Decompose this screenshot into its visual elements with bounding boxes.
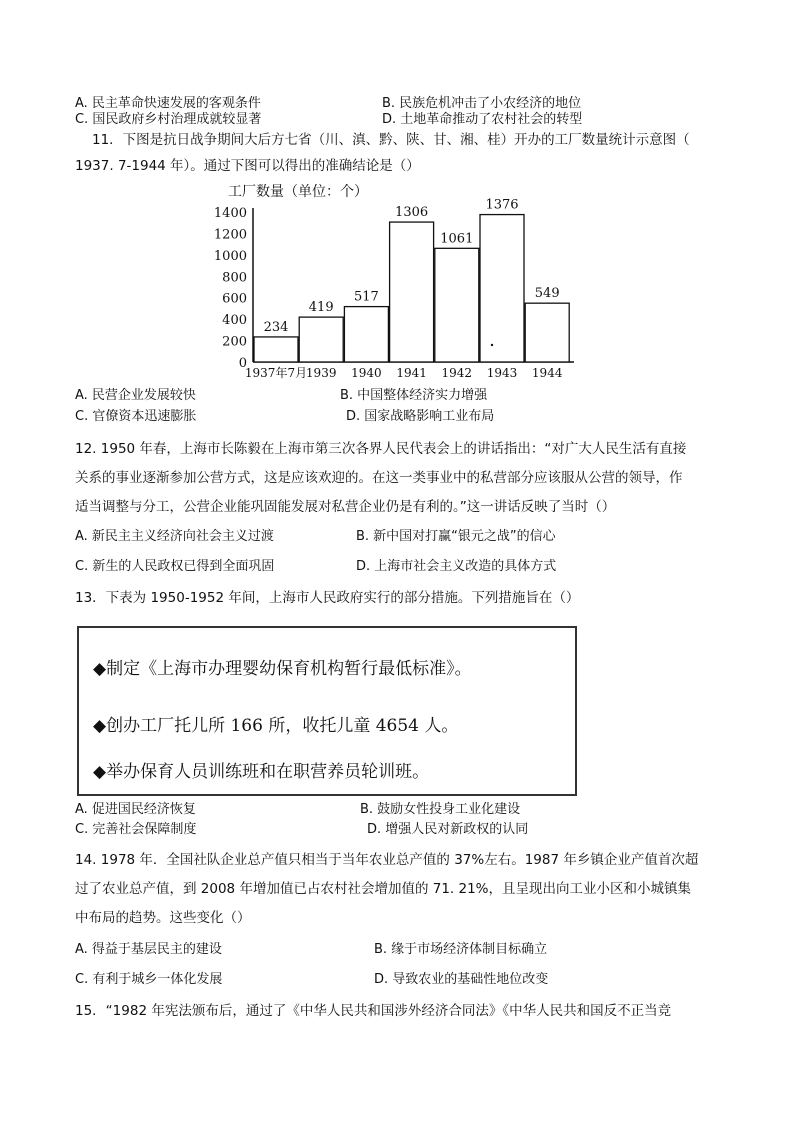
q13-measures-box xyxy=(77,626,577,796)
q14-stem-line3: 中布局的趋势。这些变化（） xyxy=(75,910,251,926)
chart-y-tick-label: 600 xyxy=(222,291,247,307)
q12-option-b: B. 新中国对打赢“银元之战”的信心 xyxy=(356,529,556,544)
q11-stem-line1: 11．下图是抗日战争期间大后方七省（川、滇、黔、陕、甘、湘、桂）开办的工厂数量统计示意图（ xyxy=(92,132,690,148)
q11-option-c: C. 官僚资本迅速膨胀 xyxy=(75,409,197,424)
q14-stem-line1: 14. 1978 年．全国社队企业总产值只相当于当年农业总产值的 37%左右。1987 年乡镇企业产值首次超 xyxy=(75,852,699,868)
diamond-bullet-icon: ◆ xyxy=(93,659,107,679)
chart-bar xyxy=(254,337,298,362)
q15-stem-line1: 15．“1982 年宪法颁布后，通过了《中华人民共和国涉外经济合同法》《中华人民共和国反不正当竞 xyxy=(75,1003,672,1019)
chart-title: 工厂数量（单位：个） xyxy=(228,184,368,200)
factory-count-bar-chart xyxy=(200,178,580,383)
q10-option-c: C. 国民政府乡村治理成就较显著 xyxy=(75,112,262,127)
chart-y-tick-label: 0 xyxy=(238,356,247,371)
chart-y-tick-label: 200 xyxy=(222,334,247,350)
q11-option-b: B. 中国整体经济实力增强 xyxy=(340,388,488,403)
q12-stem-line2: 关系的事业逐渐参加公营方式，这是应该欢迎的。在这一类事业中的私营部分应该服从公营的领导，作 xyxy=(75,470,683,486)
q12-option-d: D. 上海市社会主义改造的具体方式 xyxy=(356,559,557,574)
q14-option-c: C. 有利于城乡一体化发展 xyxy=(75,972,223,987)
q14-option-b: B. 缘于市场经济体制目标确立 xyxy=(374,942,548,957)
chart-bar xyxy=(299,317,343,362)
chart-x-tick-label: 1943 xyxy=(486,366,518,380)
q13-option-c: C. 完善社会保障制度 xyxy=(75,822,197,837)
q12-option-a: A. 新民主主义经济向社会主义过渡 xyxy=(75,529,274,544)
q12-stem-line1: 12. 1950 年春，上海市长陈毅在上海市第三次各界人民代表会上的讲话指出：“对广大人民生活有直接 xyxy=(75,441,687,457)
chart-x-tick-label: 1939 xyxy=(305,366,337,380)
q12-stem xyxy=(75,435,707,522)
q13-stem: 13．下表为 1950-1952 年间，上海市人民政府实行的部分措施。下列措施旨在（） xyxy=(75,590,580,606)
chart-data-label: 549 xyxy=(534,286,560,302)
chart-y-tick-label: 1200 xyxy=(213,227,247,243)
q13-option-b: B. 鼓励女性投身工业化建设 xyxy=(360,802,521,817)
chart-data-label: 234 xyxy=(263,319,289,335)
q11-option-a: A. 民营企业发展较快 xyxy=(75,388,196,403)
chart-data-label: 1376 xyxy=(485,197,519,213)
chart-bar xyxy=(480,215,524,362)
chart-bar xyxy=(525,303,569,362)
chart-data-label: 517 xyxy=(353,289,379,305)
chart-y-tick-label: 1400 xyxy=(213,206,247,221)
q13-option-d: D. 增强人民对新政权的认同 xyxy=(367,822,529,837)
chart-bar xyxy=(435,248,479,362)
diamond-bullet-icon: ◆ xyxy=(93,762,107,782)
q11-stem-line2: 1937. 7-1944 年）。通过下图可以得出的准确结论是（） xyxy=(75,158,420,174)
q12-option-c: C. 新生的人民政权已得到全面巩固 xyxy=(75,559,275,574)
chart-data-label: 1306 xyxy=(395,205,429,221)
chart-speck xyxy=(491,344,493,346)
q14-stem xyxy=(75,846,707,933)
q14-option-d: D. 导致农业的基础性地位改变 xyxy=(374,972,549,987)
q10-option-d: D. 土地革命推动了农村社会的转型 xyxy=(382,112,583,127)
diamond-bullet-icon: ◆ xyxy=(93,716,107,736)
q11-option-d: D. 国家战略影响工业布局 xyxy=(346,409,495,424)
chart-data-label: 1061 xyxy=(440,231,474,247)
chart-x-tick-label: 1937年7月 xyxy=(244,366,308,380)
chart-x-tick-label: 1941 xyxy=(396,366,427,380)
chart-data-label: 419 xyxy=(308,300,334,316)
chart-y-tick-label: 1000 xyxy=(213,248,247,264)
chart-bar xyxy=(344,307,388,362)
q13-measure-3: ◆举办保育人员训练班和在职营养员轮训班。 xyxy=(93,762,430,782)
chart-bar xyxy=(390,222,434,362)
q13-measure-1: ◆制定《上海市办理婴幼保育机构暂行最低标准》。 xyxy=(93,659,472,679)
q10-option-b: B. 民族危机冲击了小农经济的地位 xyxy=(382,96,582,111)
q14-option-a: A. 得益于基层民主的建设 xyxy=(75,942,222,957)
q12-stem-line3: 适当调整与分工，公营企业能巩固能发展对私营企业仍是有利的。”这一讲话反映了当时（） xyxy=(75,499,616,515)
q13-measure-2: ◆创办工厂托儿所 166 所，收托儿童 4654 人。 xyxy=(93,716,459,736)
q10-option-a: A. 民主革命快速发展的客观条件 xyxy=(75,96,261,111)
q14-stem-line2: 过了农业总产值，到 2008 年增加值已占农村社会增加值的 71. 21%，且呈现出向工业小区和小城镇集 xyxy=(75,881,691,897)
chart-x-tick-label: 1940 xyxy=(351,366,382,380)
chart-y-tick-label: 800 xyxy=(222,270,247,286)
q13-option-a: A. 促进国民经济恢复 xyxy=(75,802,196,817)
chart-y-tick-label: 400 xyxy=(222,313,247,329)
chart-x-tick-label: 1942 xyxy=(441,366,473,380)
chart-x-tick-label: 1944 xyxy=(531,366,563,380)
